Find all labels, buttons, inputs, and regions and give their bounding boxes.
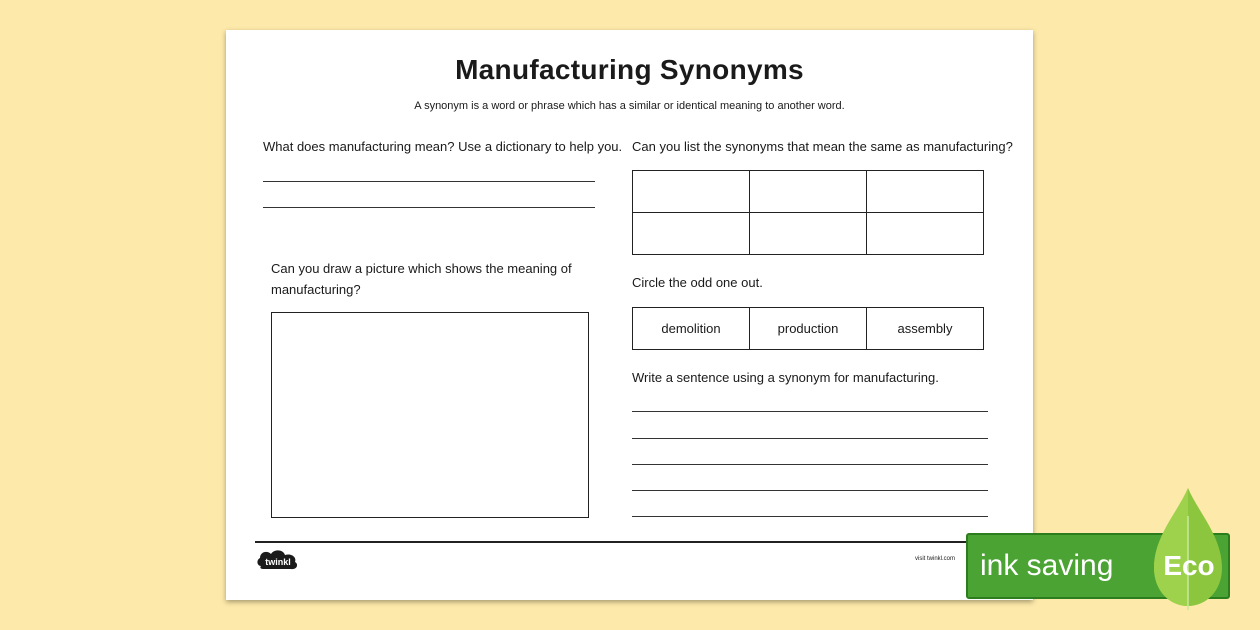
- visit-twinkl-text: visit twinkl.com: [915, 556, 956, 562]
- footer-divider: [255, 541, 1003, 543]
- synonym-cell[interactable]: [750, 171, 867, 213]
- drawing-box[interactable]: [271, 312, 589, 518]
- answer-line[interactable]: [263, 207, 595, 208]
- worksheet-page: [226, 30, 1033, 600]
- twinkl-logo: [255, 546, 301, 574]
- question-sentence: Write a sentence using a synonym for manufacturing.: [632, 370, 939, 385]
- synonym-cell[interactable]: [867, 213, 984, 255]
- question-draw: [271, 258, 572, 300]
- synonym-cell[interactable]: [633, 213, 750, 255]
- twinkl-logo-text: twinkl: [265, 557, 291, 567]
- eco-label: Eco: [1163, 550, 1215, 581]
- sentence-line[interactable]: [632, 438, 988, 439]
- odd-one-out-options: [632, 307, 984, 350]
- option-demolition[interactable]: demolition: [633, 308, 750, 350]
- ink-saving-text: ink saving: [980, 549, 1114, 582]
- page-subtitle: A synonym is a word or phrase which has a similar or identical meaning to another word.: [414, 100, 845, 112]
- page-title: Manufacturing Synonyms: [455, 54, 804, 85]
- sentence-line[interactable]: [632, 464, 988, 465]
- question-draw-line-2: manufacturing?: [271, 282, 361, 297]
- sentence-line[interactable]: [632, 516, 988, 517]
- option-assembly[interactable]: assembly: [867, 308, 984, 350]
- question-list-synonyms: Can you list the synonyms that mean the same as manufacturing?: [632, 139, 1013, 154]
- synonym-cell[interactable]: [867, 171, 984, 213]
- sentence-line[interactable]: [632, 411, 988, 412]
- question-odd-one-out: Circle the odd one out.: [632, 275, 763, 290]
- question-meaning: What does manufacturing mean? Use a dictionary to help you.: [263, 139, 623, 154]
- synonym-cell[interactable]: [750, 213, 867, 255]
- synonyms-grid: [632, 170, 984, 255]
- option-production[interactable]: production: [750, 308, 867, 350]
- sentence-line[interactable]: [632, 490, 988, 491]
- synonym-cell[interactable]: [633, 171, 750, 213]
- answer-line[interactable]: [263, 181, 595, 182]
- question-draw-line-1: Can you draw a picture which shows the meaning of: [271, 261, 572, 276]
